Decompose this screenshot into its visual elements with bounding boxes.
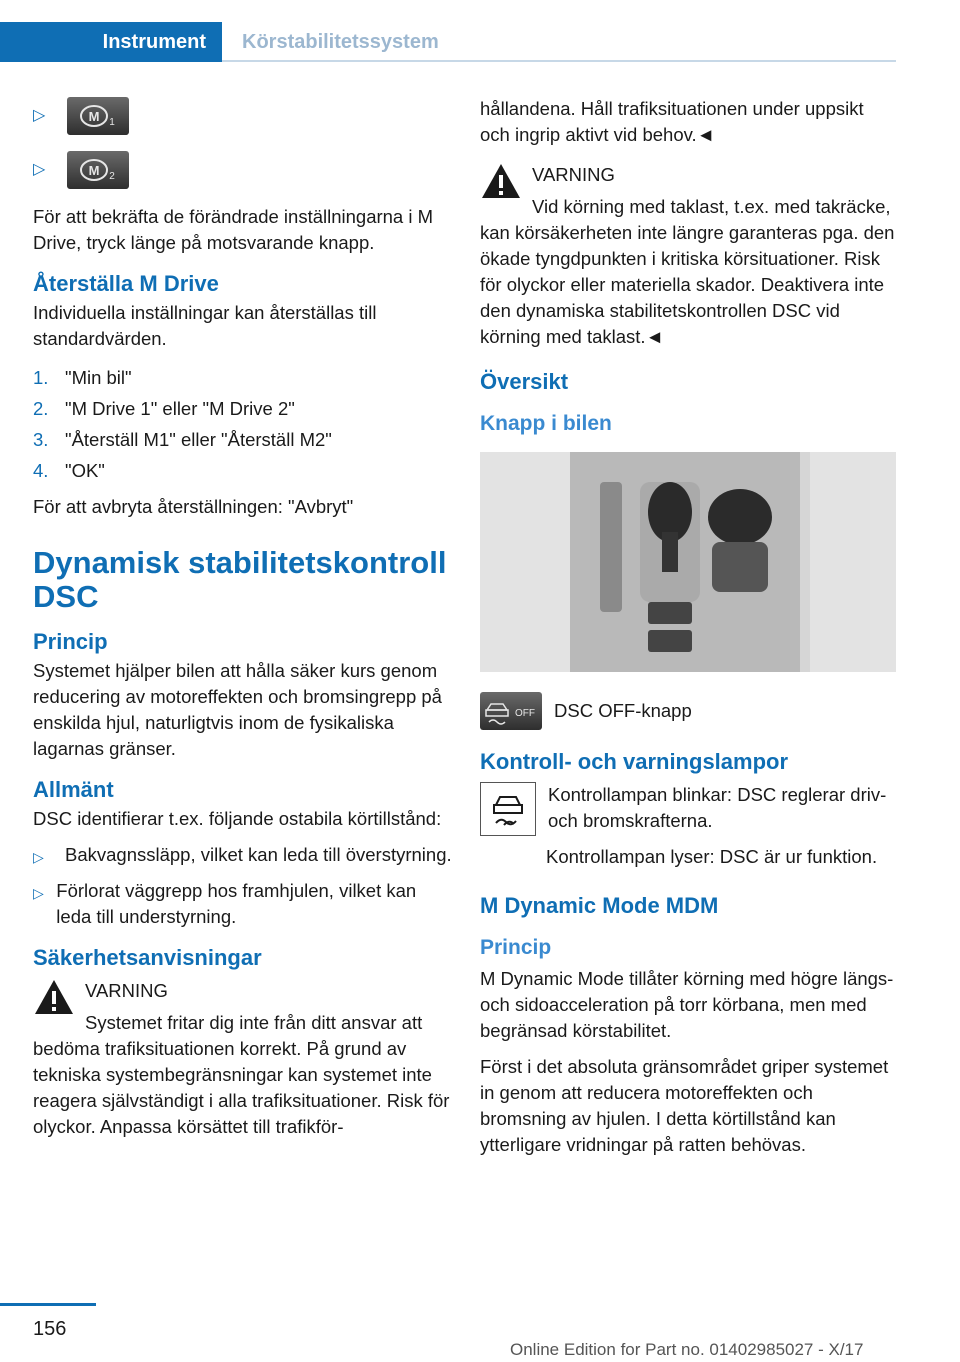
warning-text: Vid körning med taklast, t.ex. med takräcke, kan körsäkerheten inte längre garanteras pga. den ökade tyngdpunkten i kritiska körsituationer. Risk för olyckor eller materiella skador. Deaktivera inte den dynamiska stabilitetskontrollen DSC vid körning med taklast.◄: [480, 196, 895, 347]
tab-instrument[interactable]: Instrument: [0, 22, 222, 62]
left-column: [33, 96, 453, 1150]
paragraph-mdm-1: M Dynamic Mode tillåter körning med högre längs- och sidoacceleration på torr körbana, men med begränsad körstabilitet.: [480, 968, 894, 1041]
warning-title: VARNING: [532, 164, 615, 185]
list-item: 1. "Min bil": [33, 367, 132, 388]
warning-triangle-icon: [480, 162, 522, 200]
footer-line: [0, 1303, 96, 1306]
m2-button-icon: [67, 151, 129, 189]
svg-text:M: M: [88, 163, 100, 178]
svg-text:2: 2: [109, 171, 115, 182]
dsc-off-label: DSC OFF-knapp: [554, 700, 692, 721]
dsc-lamp-icon: [480, 782, 536, 836]
triangle-bullet-icon: ▷: [33, 161, 46, 178]
footer-edition: Online Edition for Part no. 01402985027 - X/17: [510, 1340, 864, 1359]
heading-mdm: M Dynamic Mode MDM: [480, 893, 719, 918]
bullet-list: [33, 842, 453, 930]
steps-list: [33, 362, 453, 486]
paragraph-reset: Individuella inställningar kan återställas till standardvärden.: [33, 302, 377, 349]
right-column: [480, 96, 898, 1168]
heading-dsc: Dynamisk stabilitetskontroll DSC: [33, 545, 447, 614]
list-item: 4. "OK": [33, 460, 105, 481]
lamp-block: [480, 782, 898, 844]
heading-princip-mdm: Princip: [480, 936, 552, 959]
svg-text:OFF: OFF: [515, 708, 535, 719]
header-tabs: [0, 22, 896, 62]
heading-reset-m-drive: Återställa M Drive: [33, 271, 219, 296]
triangle-bullet-icon: ▷: [33, 849, 44, 865]
warning-text: Systemet fritar dig inte från ditt ansvar att bedöma trafiksituationen korrekt. På grund av tekniska systembegränsningar kan systemet inte reagera självständigt i alla trafiksituationer. Risk för olyckor. Anpassa körsättet till trafikför-: [33, 1012, 450, 1137]
warning-triangle-icon: [33, 978, 75, 1016]
heading-oversikt: Översikt: [480, 369, 569, 394]
svg-text:1: 1: [109, 117, 115, 128]
paragraph-princip: Systemet hjälper bilen att hålla säker kurs genom reducering av motoreffekten och bromsingrepp på enskilda hjul, naturligtvis inom de fysikaliska lagarnas gränser.: [33, 660, 442, 759]
lamp-paragraph-2: Kontrollampan lyser: DSC är ur funktion.: [546, 846, 878, 867]
list-item: 3. "Återställ M1" eller "Återställ M2": [33, 429, 332, 450]
triangle-bullet-icon: ▷: [33, 885, 44, 901]
list-item: 2. "M Drive 1" eller "M Drive 2": [33, 398, 295, 419]
list-item: ▷ Bakvagnssläpp, vilket kan leda till överstyrning.: [33, 842, 453, 870]
tab-underline: [222, 60, 896, 62]
dsc-off-row: [480, 692, 898, 730]
heading-allmant: Allmänt: [33, 777, 114, 802]
tab-korstabilitetssystem[interactable]: Körstabilitetssystem: [222, 22, 896, 62]
svg-text:M: M: [88, 109, 100, 124]
paragraph-mdm-2: Först i det absoluta gränsområdet griper systemet in genom att reducera motoreffekten och bromsning av hjulen. I detta körtillstånd kan ytterligare vridningar på ratten behövas.: [480, 1056, 889, 1155]
heading-princip: Princip: [33, 629, 108, 654]
heading-safety: Säkerhetsanvisningar: [33, 945, 262, 970]
paragraph-confirm: För att bekräfta de förändrade inställningarna i M Drive, tryck länge på motsvarande knapp.: [33, 206, 434, 253]
heading-knapp-i-bilen: Knapp i bilen: [480, 412, 612, 435]
warning-title: VARNING: [85, 980, 168, 1001]
list-item: ▷ Förlorat väggrepp hos framhjulen, vilket kan leda till understyrning.: [33, 878, 453, 930]
center-console-photo: [480, 452, 896, 672]
dsc-off-button-icon: [480, 692, 542, 730]
paragraph-continued: hållandena. Håll trafiksituationen under uppsikt och ingrip aktivt vid behov.◄: [480, 98, 864, 145]
paragraph-allmant: DSC identifierar t.ex. följande ostabila körtillstånd:: [33, 808, 442, 829]
list-item-m2: [33, 150, 453, 190]
paragraph-cancel: För att avbryta återställningen: "Avbryt": [33, 496, 354, 517]
triangle-bullet-icon: ▷: [33, 107, 46, 124]
lamp-paragraph-1: Kontrollampan blinkar: DSC reglerar driv- och bromskrafterna.: [548, 784, 887, 831]
page-number: 156: [33, 1318, 67, 1340]
list-item-m1: [33, 96, 453, 136]
heading-lampor: Kontroll- och varningslampor: [480, 749, 789, 774]
m1-button-icon: [67, 97, 129, 135]
